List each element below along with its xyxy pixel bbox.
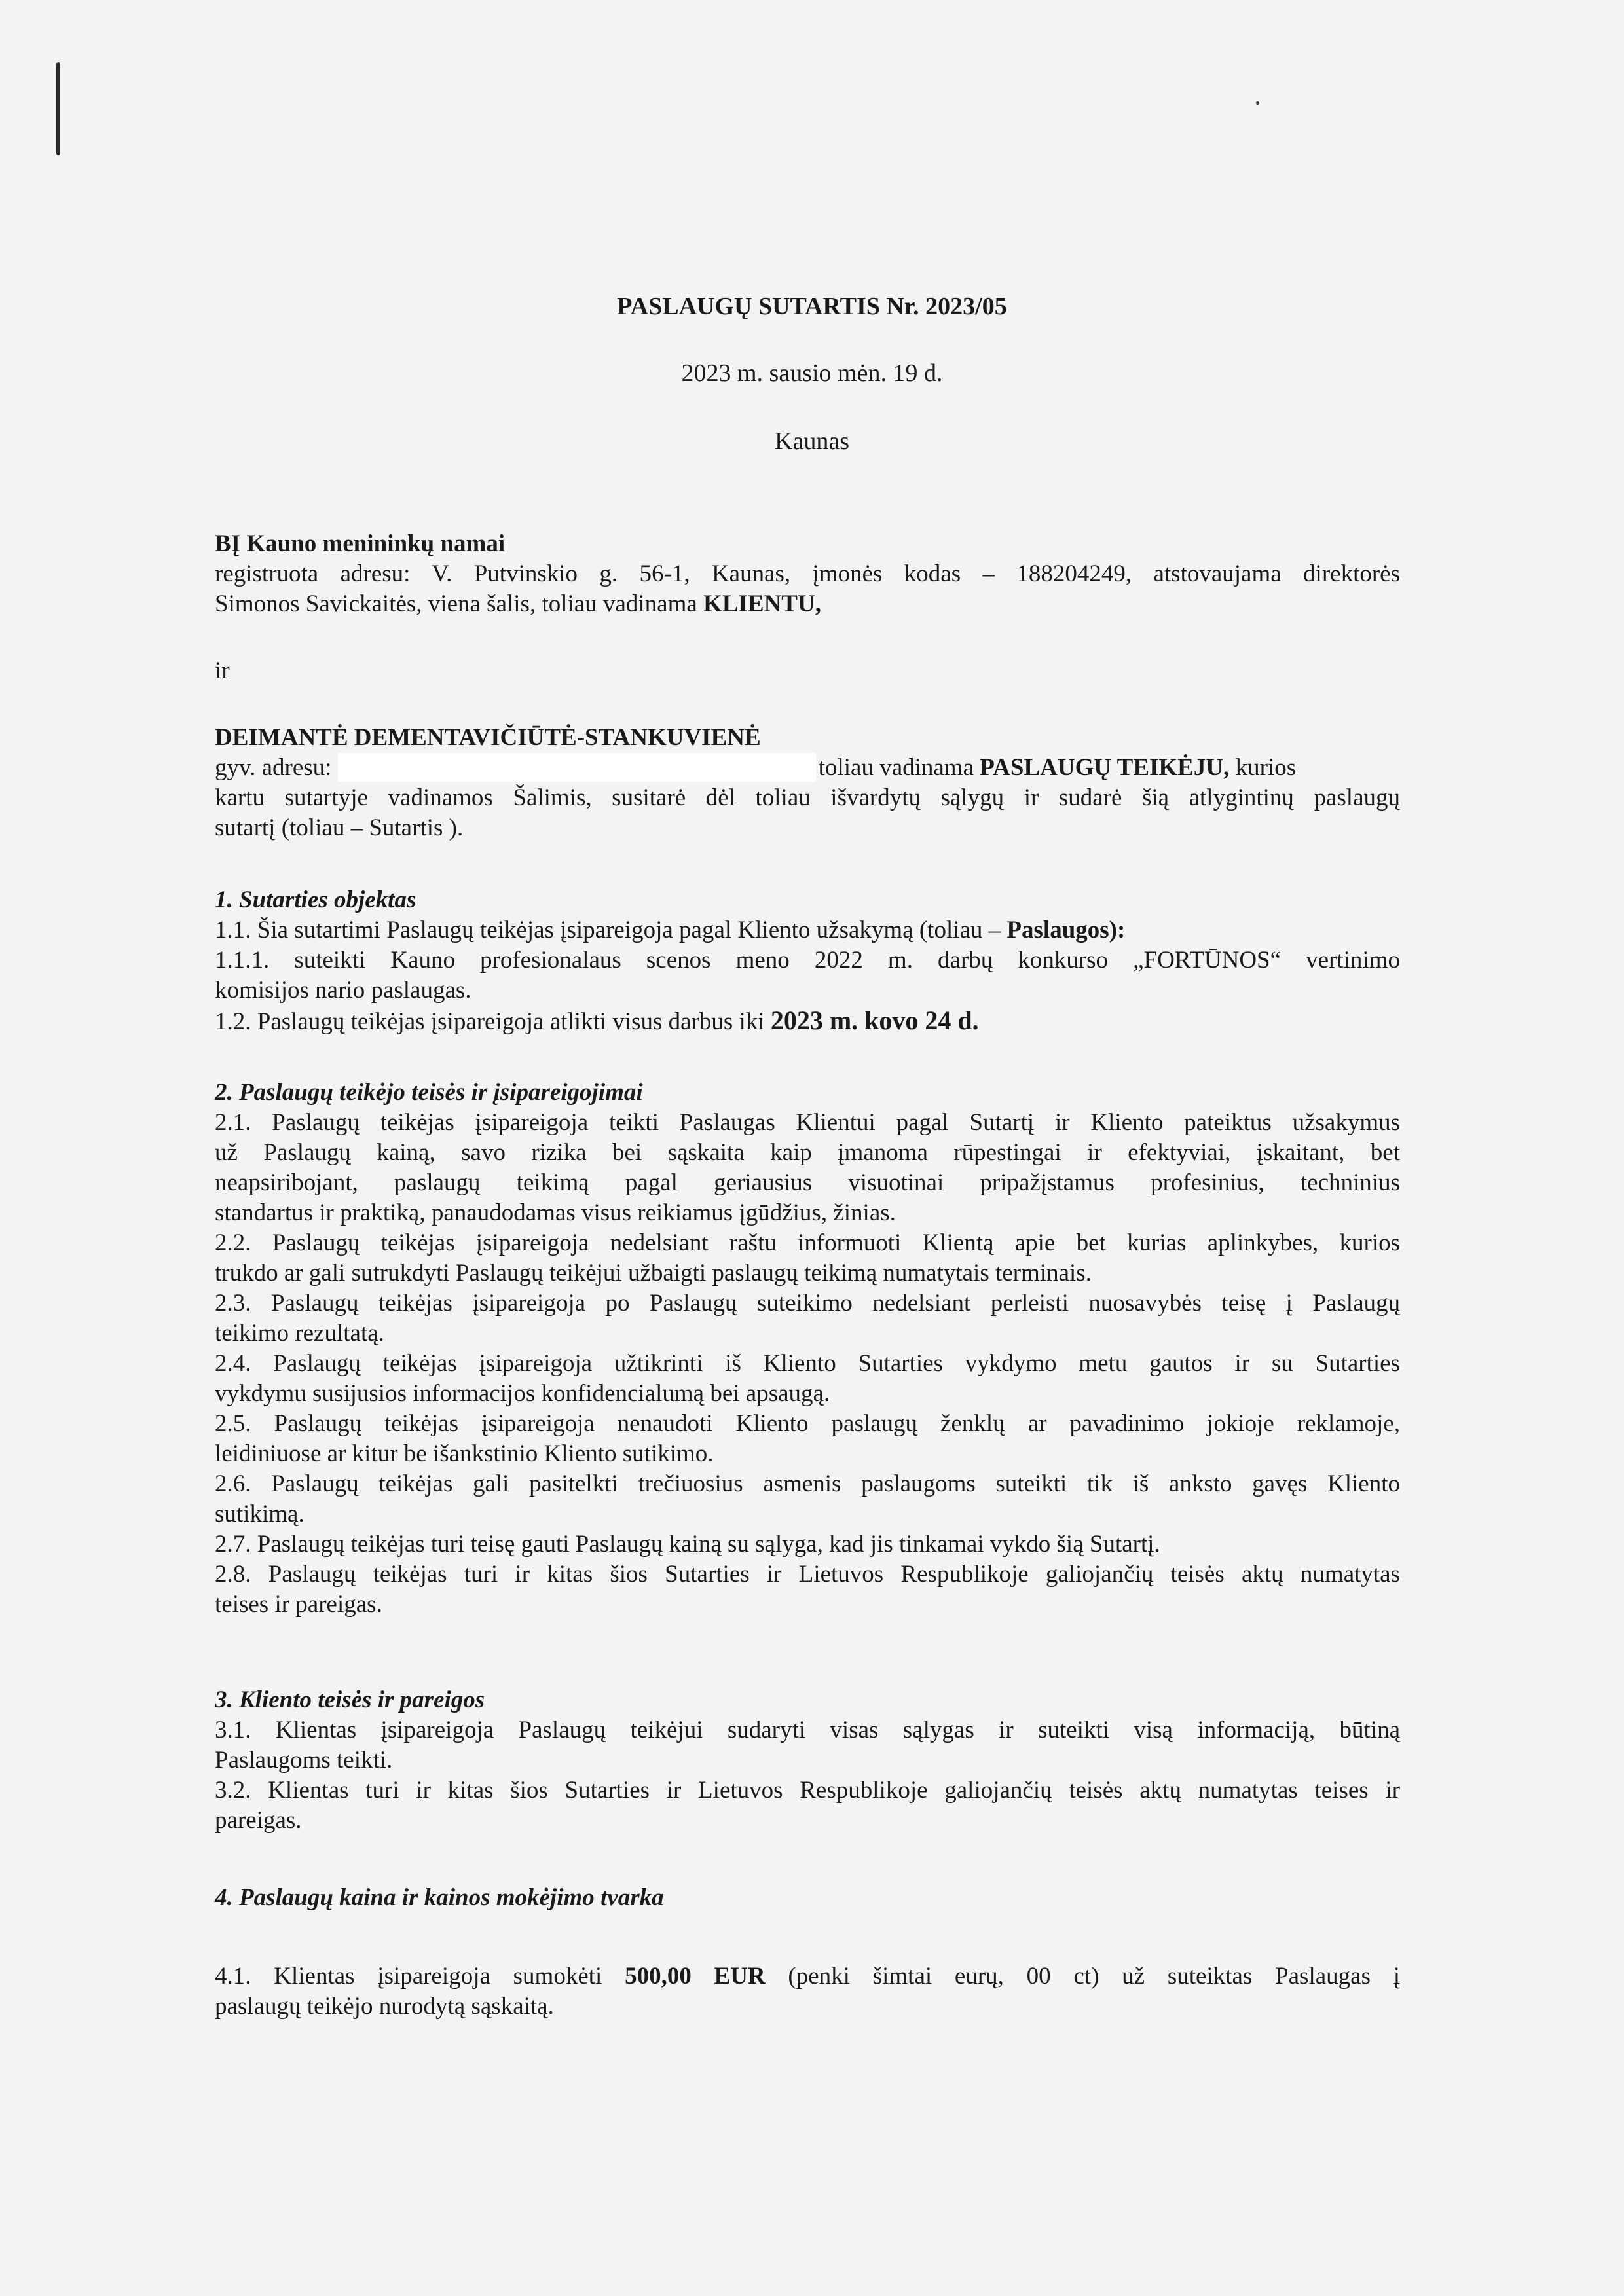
clause-2-line: 2.2. Paslaugų teikėjas įsipareigoja nedelsiant raštu informuoti Klientą apie bet kurias aplinkybes, kurios [215,1230,1400,1256]
clause-1-2: 1.2. Paslaugų teikėjas įsipareigoja atlikti visus darbus iki 2023 m. kovo 24 d. [215,1006,979,1035]
staple-mark [56,62,60,155]
section-3 [215,1685,1400,1836]
clause-2-line: 2.3. Paslaugų teikėjas įsipareigoja po Paslaugų suteikimo nedelsiant perleisti nuosavybės teisę į Paslaugų [215,1290,1400,1317]
client-line-2: Simonos Savickaitės, viena šalis, toliau vadinama KLIENTU, [215,591,821,617]
contract-city: Kaunas [775,428,849,455]
clause-3-line: 3.2. Klientas turi ir kitas šios Sutarties ir Lietuvos Respublikoje galiojančių teisės aktų numatytas teises ir [215,1777,1400,1804]
redacted-address [338,753,816,782]
clause-2-line: 2.8. Paslaugų teikėjas turi ir kitas šios Sutarties ir Lietuvos Respublikoje galiojančių teisės aktų numatytas [215,1561,1400,1588]
clause-4-1-cont: paslaugų teikėjo nurodytą sąskaitą. [215,1993,554,2020]
clause-2-line: 2.7. Paslaugų teikėjas turi teisę gauti Paslaugų kainą su sąlyga, kad jis tinkamai vykdo šią Sutartį. [215,1531,1160,1558]
clause-2-line: neapsiribojant, paslaugų teikimą pagal geriausius visuotinai pripažįstamus profesinius, techninius [215,1169,1400,1196]
section-4-heading: 4. Paslaugų kaina ir kainos mokėjimo tvarka [215,1884,664,1911]
clause-2-line: 2.4. Paslaugų teikėjas įsipareigoja užtikrinti iš Kliento Sutarties vykdymo metu gautos ir su Sutarties [215,1350,1400,1377]
clause-2-line: trukdo ar gali sutrukdyti Paslaugų teikėjui užbaigti paslaugų teikimą numatytais terminais. [215,1260,1092,1286]
clause-3-line: 3.1. Klientas įsipareigoja Paslaugų teikėjui sudaryti visas sąlygas ir suteikti visą informaciją, būtiną [215,1717,1400,1743]
conjunction: ir [215,657,230,684]
provider-block [215,723,1400,843]
clause-1-1-1-cont: komisijos nario paslaugas. [215,977,471,1004]
provider-line-2: kartu sutartyje vadinamos Šalimis, susitarė dėl toliau išvardytų sąlygų ir sudarė šią atlygintinų paslaugų [215,784,1400,811]
clause-2-line: vykdymu susijusios informacijos konfidencialumą bei apsaugą. [215,1380,830,1407]
clause-2-line: 2.5. Paslaugų teikėjas įsipareigoja nenaudoti Kliento paslaugų ženklų ar pavadinimo jokioje reklamoje, [215,1410,1400,1437]
section-1 [215,885,1400,1037]
client-name: BĮ Kauno menininkų namai [215,530,506,557]
provider-address-line: gyv. adresu: toliau vadinama PASLAUGŲ TEIKĖJU, kurios [215,754,1297,781]
provider-name: DEIMANTĖ DEMENTAVIČIŪTĖ-STANKUVIENĖ [215,724,761,751]
clause-2-line: leidiniuose ar kitur be išankstinio Kliento sutikimo. [215,1440,714,1467]
clause-2-line: 2.1. Paslaugų teikėjas įsipareigoja teikti Paslaugas Klientui pagal Sutartį ir Kliento pateiktus užsakymus [215,1109,1400,1136]
clause-2-line: teises ir pareigas. [215,1591,382,1618]
contract-date: 2023 m. sausio mėn. 19 d. [681,359,943,387]
provider-line-3: sutartį (toliau – Sutartis ). [215,814,464,841]
contract-title: PASLAUGŲ SUTARTIS Nr. 2023/05 [617,293,1007,320]
client-line-1: registruota adresu: V. Putvinskio g. 56-1, Kaunas, įmonės kodas – 188204249, atstovaujama direktorės [215,560,1400,587]
section-2-heading: 2. Paslaugų teikėjo teisės ir įsipareigojimai [215,1079,643,1106]
clause-4-1: 4.1. Klientas įsipareigoja sumokėti 500,00 EUR (penki šimtai eurų, 00 ct) už suteiktas Paslaugas į [215,1963,1400,1990]
section-4 [215,1961,1400,2022]
clause-2-line: už Paslaugų kainą, savo rizika bei sąskaita kaip įmanoma rūpestingai ir efektyviai, įskaitant, bet [215,1139,1400,1166]
section-2 [215,1078,1400,1620]
section-1-heading: 1. Sutarties objektas [215,886,416,913]
paper-speck [1256,101,1259,105]
clause-2-line: teikimo rezultatą. [215,1320,384,1347]
section-3-heading: 3. Kliento teisės ir pareigos [215,1686,485,1713]
client-block [215,529,1400,619]
clause-3-line: pareigas. [215,1807,302,1834]
clause-1-1: 1.1. Šia sutartimi Paslaugų teikėjas įsipareigoja pagal Kliento užsakymą (toliau – Paslaugos): [215,917,1126,943]
clause-2-line: sutikimą. [215,1501,304,1527]
clause-2-line: standartus ir praktiką, panaudodamas visus reikiamus įgūdžius, žinias. [215,1199,896,1226]
clause-1-1-1: 1.1.1. suteikti Kauno profesionalaus scenos meno 2022 m. darbų konkurso „FORTŪNOS“ vertinimo [215,947,1400,974]
clause-3-line: Paslaugoms teikti. [215,1747,393,1774]
clause-2-line: 2.6. Paslaugų teikėjas gali pasitelkti trečiuosius asmenis paslaugoms suteikti tik iš anksto gavęs Kliento [215,1470,1400,1497]
